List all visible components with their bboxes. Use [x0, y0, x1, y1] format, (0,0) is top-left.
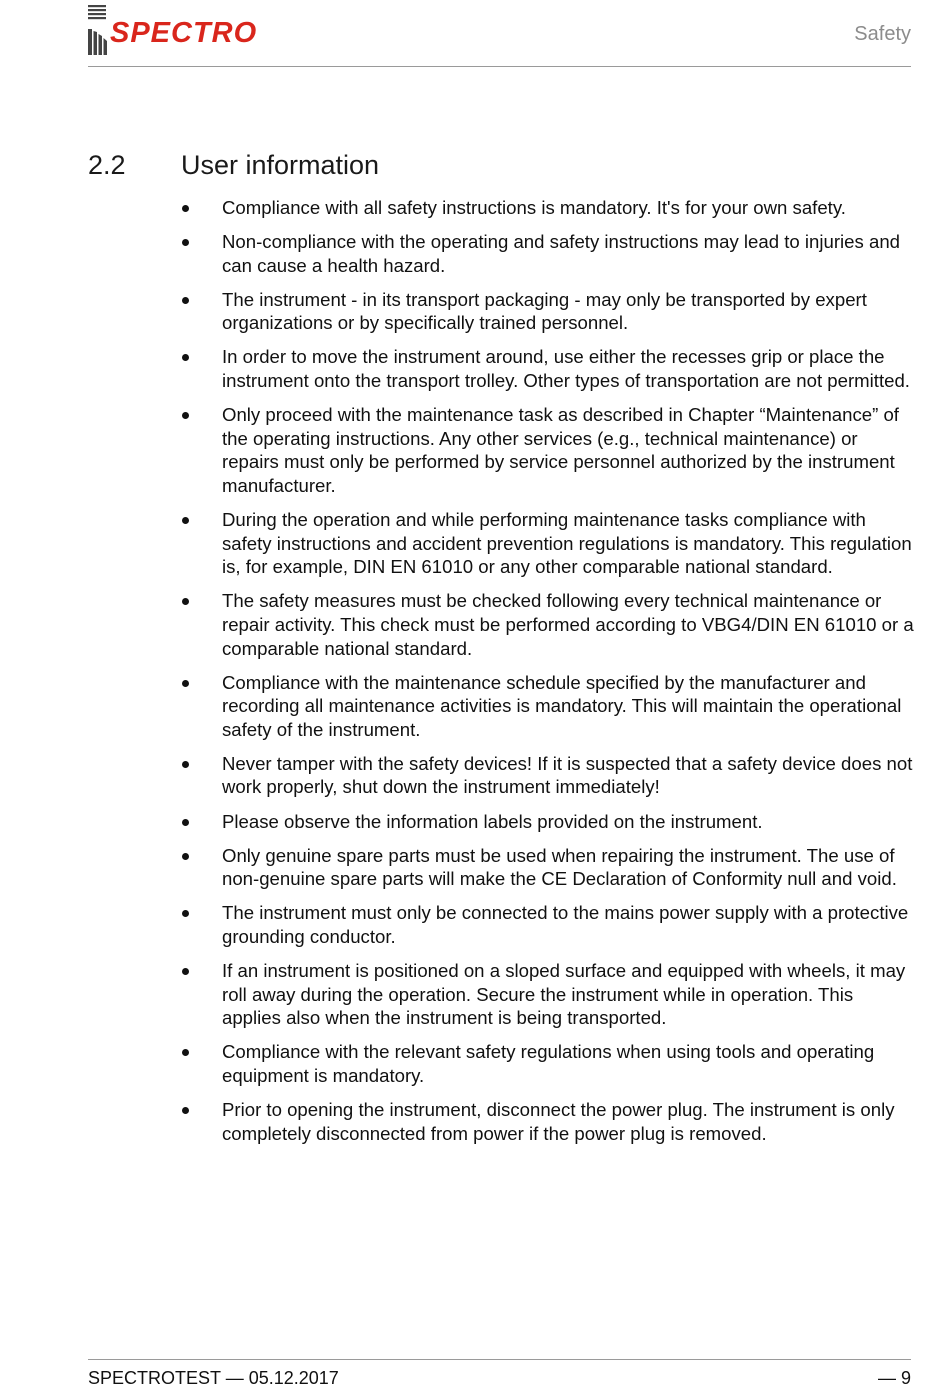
- bullet-icon: [182, 1107, 189, 1114]
- list-item: [222, 1040, 915, 1087]
- list-item-text: Only genuine spare parts must be used when repairing the instrument. The use of non-genuine spare parts will make the CE Declaration of Conformity null and void.: [222, 844, 897, 890]
- footer-document-info: SPECTROTEST — 05.12.2017: [88, 1368, 339, 1388]
- user-information-list: [222, 196, 915, 1156]
- section-heading: [88, 150, 379, 181]
- bullet-icon: [182, 412, 189, 419]
- bullet-icon: [182, 968, 189, 975]
- bullet-icon: [182, 598, 189, 605]
- bullet-icon: [182, 761, 189, 768]
- list-item: [222, 345, 915, 392]
- list-item: [222, 810, 915, 834]
- list-item: [222, 288, 915, 335]
- section-label: Safety: [854, 23, 911, 45]
- list-item: [222, 403, 915, 497]
- list-item-text: During the operation and while performing maintenance tasks compliance with safety instructions and accident prevention regulations is mandatory. This regulation is, for example, DIN EN 61010 or any other comparable national standard.: [222, 509, 912, 578]
- bullet-icon: [182, 205, 189, 212]
- list-item-text: Never tamper with the safety devices! If it is suspected that a safety device does not work properly, shut down the instrument immediately!: [222, 752, 913, 798]
- list-item: [222, 844, 915, 891]
- list-item: [222, 589, 915, 660]
- bullet-icon: [182, 1049, 189, 1056]
- list-item-text: Compliance with the maintenance schedule specified by the manufacturer and recording all maintenance activities is mandatory. This will maintain the operational safety of the instrument.: [222, 671, 902, 740]
- spectro-logo: [88, 5, 278, 57]
- page-header: [88, 0, 911, 67]
- list-item: [222, 752, 915, 799]
- list-item: [222, 671, 915, 742]
- bullet-icon: [182, 239, 189, 246]
- bullet-icon: [182, 354, 189, 361]
- bullet-icon: [182, 819, 189, 826]
- list-item-text: If an instrument is positioned on a sloped surface and equipped with wheels, it may roll away during the operation. Secure the instrument while in operation. This applies also when the instrument is being transported.: [222, 960, 906, 1029]
- list-item: [222, 959, 915, 1030]
- list-item-text: Compliance with all safety instructions is mandatory. It's for your own safety.: [222, 197, 846, 218]
- list-item-text: Only proceed with the maintenance task as described in Chapter “Maintenance” of the operating instructions. Any other services (e.g., technical maintenance) or repairs must only be performed by service personnel authorized by the instrument manufacturer.: [222, 404, 899, 496]
- list-item: [222, 508, 915, 579]
- logo-stripes-icon: [88, 5, 107, 55]
- list-item: [222, 230, 915, 277]
- bullet-icon: [182, 680, 189, 687]
- list-item-text: Compliance with the relevant safety regulations when using tools and operating equipment is mandatory.: [222, 1041, 875, 1086]
- list-item-text: Please observe the information labels provided on the instrument.: [222, 810, 763, 832]
- list-item-text: The instrument - in its transport packaging - may only be transported by expert organizations or by specifically trained personnel.: [222, 288, 867, 334]
- section-title: User information: [181, 150, 380, 180]
- list-item-text: The safety measures must be checked following every technical maintenance or repair activity. This check must be performed according to VBG4/DIN EN 61010 or a comparable national standard.: [222, 590, 914, 659]
- bullet-icon: [182, 517, 189, 524]
- page-footer: [88, 1359, 911, 1398]
- bullet-icon: [182, 853, 189, 860]
- list-item: [222, 196, 915, 220]
- bullet-icon: [182, 297, 189, 304]
- bullet-icon: [182, 910, 189, 917]
- list-item-text: Prior to opening the instrument, disconnect the power plug. The instrument is only completely disconnected from power if the power plug is removed.: [222, 1099, 895, 1144]
- list-item-text: In order to move the instrument around, use either the recesses grip or place the instrument onto the transport trolley. Other types of transportation are not permitted.: [222, 346, 910, 392]
- list-item: [222, 901, 915, 948]
- footer-page-number: — 9: [877, 1368, 911, 1388]
- section-number: 2.2: [88, 150, 126, 180]
- list-item-text: Non-compliance with the operating and safety instructions may lead to injuries and can cause a health hazard.: [222, 231, 901, 276]
- list-item: [222, 1098, 915, 1145]
- svg-text:SPECTRO: SPECTRO: [110, 17, 258, 49]
- list-item-text: The instrument must only be connected to the mains power supply with a protective grounding conductor.: [222, 902, 909, 947]
